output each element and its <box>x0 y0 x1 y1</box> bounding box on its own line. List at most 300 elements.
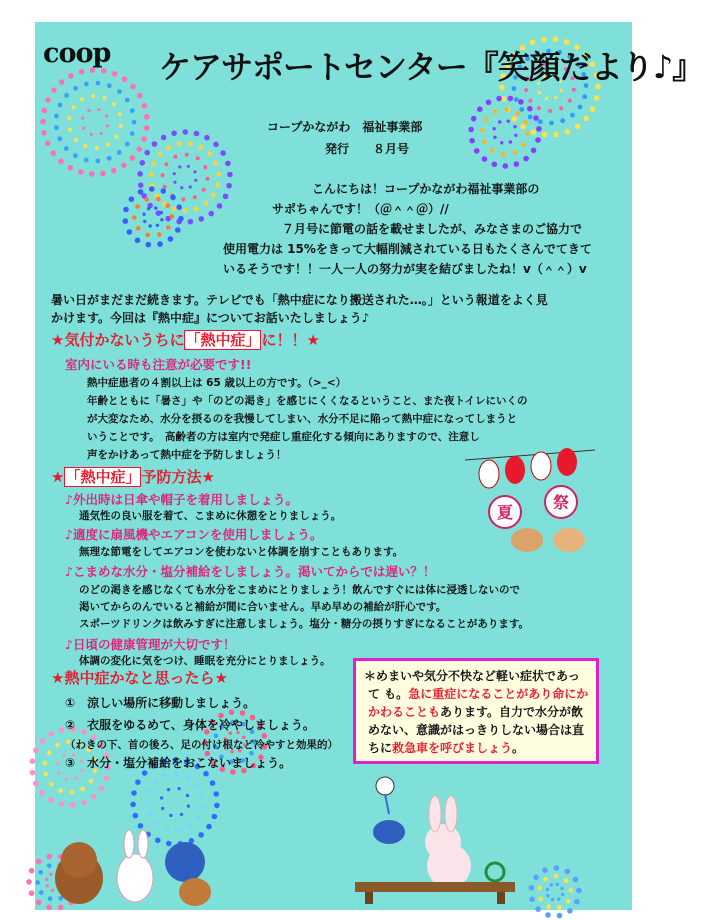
firework-dot <box>518 99 524 105</box>
firework-dot <box>205 177 209 181</box>
firework-dot <box>214 803 220 809</box>
firework-dot <box>178 165 181 168</box>
firework-dot <box>240 710 246 716</box>
firework-dot <box>537 106 541 110</box>
firework-dot <box>200 805 205 810</box>
firework-dot <box>166 145 171 150</box>
firework-dot <box>188 141 193 146</box>
firework-dot <box>55 743 60 748</box>
firework-dot <box>142 213 145 216</box>
firework-dot <box>157 232 162 237</box>
firework-dot <box>194 179 197 182</box>
tip-title: ♪日頃の健康管理が大切です！ <box>65 637 236 652</box>
firework-dot <box>33 781 39 787</box>
tip-line: スポーツドリンクは飲みすぎに注意しましょう。塩分・糖分の摂りすぎになることがあります。 <box>79 618 530 630</box>
firework-dot <box>193 170 196 173</box>
callout-line: ちに救急車を呼びましょう。 <box>368 741 525 755</box>
firework-dot <box>187 165 190 168</box>
firework-dot <box>542 132 548 138</box>
firework-dot <box>140 160 146 166</box>
section1-subheading: 室内にいる時も注意が必要です!! <box>65 357 252 372</box>
firework-dot <box>67 116 71 120</box>
firework-dot <box>112 102 116 106</box>
firework-dot <box>535 906 541 912</box>
firework-dot <box>531 148 537 154</box>
firework-dot <box>156 224 159 227</box>
firework-dot <box>503 163 509 169</box>
firework-dot <box>144 114 150 120</box>
firework-dot <box>525 131 530 136</box>
section1-heading: ★気付かないうちに「熱中症」に！！★ <box>51 331 320 349</box>
callout-line: ＊めまいや気分不快など軽い症状であっ <box>364 669 580 683</box>
firework-dot <box>30 758 36 764</box>
animals-left-illustration <box>45 830 215 910</box>
firework-dot <box>70 802 76 808</box>
firework-dot <box>572 88 576 92</box>
firework-dot <box>80 98 84 102</box>
firework-dot <box>538 119 543 124</box>
firework-dot <box>203 771 209 777</box>
firework-dot <box>68 73 74 79</box>
firework-dot <box>137 146 143 152</box>
firework-dot <box>226 183 232 189</box>
firework-dot <box>100 171 106 177</box>
firework-dot <box>40 119 46 125</box>
firework-dot <box>64 146 69 151</box>
firework-dot <box>84 144 88 148</box>
firework-dot <box>560 89 563 92</box>
firework-dot <box>178 216 184 222</box>
firework-dot <box>152 141 158 147</box>
firework-dot <box>70 790 75 795</box>
firework-dot <box>138 823 144 829</box>
firework-dot <box>524 88 528 92</box>
firework-dot <box>187 824 192 829</box>
firework-dot <box>471 116 477 122</box>
firework-dot <box>220 150 226 156</box>
firework-dot <box>559 106 563 110</box>
firework-dot <box>57 136 62 141</box>
firework-dot <box>482 156 488 162</box>
firework-dot <box>29 868 35 874</box>
firework-dot <box>550 883 553 886</box>
firework-dot <box>81 117 84 120</box>
firework-dot <box>204 135 210 141</box>
firework-dot <box>38 870 43 875</box>
firework-dot <box>186 775 191 780</box>
firework-dot <box>122 76 128 82</box>
firework-dot <box>72 105 76 109</box>
firework-dot <box>513 125 516 128</box>
firework-dot <box>575 124 581 130</box>
tip-line: 通気性の良い服を着て、こまめに休憩をとりましょう。 <box>79 510 342 522</box>
firework-dot <box>41 130 47 136</box>
firework-dot <box>89 171 95 177</box>
firework-dot <box>538 91 541 94</box>
firework-dot <box>194 206 199 211</box>
firework-dot <box>82 127 85 130</box>
firework-dot <box>68 165 74 171</box>
greeting-line: ７月号に節電の話を載せましたが、みなさまのご協力で <box>282 222 583 236</box>
action-step: ③ 水分・塩分補給をおこないましょう。 <box>65 756 292 770</box>
firework-dot <box>212 814 218 820</box>
firework-dot <box>123 218 129 224</box>
firework-dot <box>167 788 170 791</box>
firework-dot <box>65 777 68 780</box>
firework-dot <box>176 204 182 210</box>
firework-dot <box>567 908 573 914</box>
firework-dot <box>45 141 51 147</box>
coop-logo: coop <box>43 38 111 69</box>
firework-dot <box>193 195 197 199</box>
firework-dot <box>49 782 54 787</box>
firework-dot <box>169 814 172 817</box>
firework-dot <box>95 159 100 164</box>
firework-dot <box>117 89 122 94</box>
firework-dot <box>64 93 69 98</box>
firework-dot <box>123 207 129 213</box>
action-step: ① 涼しい場所に移動しましょう。 <box>65 696 256 710</box>
firework-dot <box>474 148 480 154</box>
firework-dot <box>538 897 543 902</box>
firework-dot <box>48 731 54 737</box>
firework-dot <box>590 106 596 112</box>
firework-dot <box>180 813 183 816</box>
firework-dot <box>557 897 560 900</box>
firework-dot <box>504 107 509 112</box>
firework-dot <box>146 242 152 248</box>
firework-dot <box>514 134 517 137</box>
firework-dot <box>141 136 147 142</box>
firework-dot <box>196 156 200 160</box>
rabbit-bench-illustration <box>345 774 525 904</box>
tip-title: ♪外出時は日傘や帽子を着用しましょう。 <box>65 492 298 507</box>
firework-dot <box>553 132 559 138</box>
firework-dot <box>166 203 171 208</box>
firework-dot <box>149 186 155 192</box>
firework-dot <box>80 787 85 792</box>
firework-dot <box>199 216 205 222</box>
firework-dot <box>130 108 135 113</box>
firework-dot <box>177 141 182 146</box>
firework-dot <box>51 150 57 156</box>
firework-dot <box>482 140 487 145</box>
firework-dot <box>549 121 554 126</box>
firework-dot <box>569 888 574 893</box>
firework-dot <box>137 93 143 99</box>
firework-dot <box>144 197 149 202</box>
firework-dot <box>84 158 89 163</box>
section3-heading: ★熱中症かなと思ったら★ <box>51 669 228 687</box>
firework-dot <box>163 773 168 778</box>
firework-dot <box>143 220 146 223</box>
firework-dot <box>118 112 122 116</box>
firework-dot <box>561 893 564 896</box>
firework-dot <box>149 172 154 177</box>
firework-dot <box>29 890 35 896</box>
sender-name: コープかながわ 福祉事業部 <box>267 120 423 134</box>
firework-dot <box>103 96 107 100</box>
firework-dot <box>115 135 119 139</box>
firework-dot <box>106 124 109 127</box>
firework-dot <box>59 727 65 733</box>
firework-dot <box>194 131 200 137</box>
firework-dot <box>58 103 63 108</box>
firework-dot <box>217 203 223 209</box>
firework-dot <box>187 804 190 807</box>
firework-dot <box>129 196 135 202</box>
firework-dot <box>42 108 48 114</box>
firework-dot <box>155 821 160 826</box>
firework-dot <box>160 211 163 214</box>
tip-line: 渇いてからのんでいると補給が間に合いません。早め早めの補給が肝心です。 <box>79 601 447 613</box>
firework-dot <box>186 794 189 797</box>
firework-dot <box>111 168 117 174</box>
firework-dot <box>47 750 52 755</box>
firework-dot <box>147 789 152 794</box>
firework-dot <box>546 904 551 909</box>
firework-dot <box>225 161 231 167</box>
firework-dot <box>33 748 39 754</box>
firework-dot <box>135 779 141 785</box>
firework-dot <box>91 794 97 800</box>
firework-dot <box>161 188 167 194</box>
firework-dot <box>468 127 474 133</box>
firework-dot <box>59 79 65 85</box>
firework-dot <box>133 813 139 819</box>
firework-dot <box>171 131 177 137</box>
firework-dot <box>149 224 152 227</box>
firework-dot <box>39 738 45 744</box>
firework-dot <box>202 188 206 192</box>
action-step: ② 衣服をゆるめて、身体を冷やしましょう。 <box>65 718 315 732</box>
firework-dot <box>213 142 219 148</box>
firework-dot <box>158 152 163 157</box>
firework-dot <box>44 772 49 777</box>
firework-dot <box>509 140 512 143</box>
firework-dot <box>529 885 535 891</box>
firework-dot <box>173 181 176 184</box>
firework-dot <box>117 150 122 155</box>
firework-dot <box>183 208 188 213</box>
firework-dot <box>73 153 78 158</box>
firework-dot <box>207 152 212 157</box>
firework-dot <box>26 879 32 885</box>
firework-dot <box>213 791 219 797</box>
firework-dot <box>486 100 492 106</box>
firework-dot <box>58 159 64 165</box>
firework-dot <box>152 161 157 166</box>
tip-line: 無理な節電をしてエアコンを使わないと体調を崩すこともあります。 <box>79 546 404 558</box>
firework-dot <box>68 128 72 132</box>
firework-dot <box>96 81 101 86</box>
firework-dot <box>206 824 212 830</box>
firework-dot <box>484 117 489 122</box>
firework-dot <box>130 131 135 136</box>
firework-dot <box>568 99 572 103</box>
firework-dot <box>164 162 168 166</box>
firework-dot <box>513 150 518 155</box>
firework-dot <box>161 173 165 177</box>
firework-dot <box>213 161 218 166</box>
firework-dot <box>492 162 498 168</box>
firework-dot <box>493 136 496 139</box>
firework-dot <box>148 812 153 817</box>
firework-dot <box>183 129 189 135</box>
firework-dot <box>557 905 562 910</box>
firework-dot <box>175 772 180 777</box>
firework-dot <box>153 779 158 784</box>
firework-dot <box>79 69 85 75</box>
firework-dot <box>59 801 65 807</box>
firework-dot <box>198 145 203 150</box>
firework-dot <box>560 887 563 890</box>
firework-dot <box>523 120 528 125</box>
firework-dot <box>125 98 130 103</box>
firework-dot <box>172 207 177 212</box>
firework-dot <box>105 114 108 117</box>
firework-dot <box>161 135 167 141</box>
firework-dot <box>99 786 105 792</box>
lantern-label: 夏 <box>496 503 514 522</box>
firework-dot <box>180 186 183 189</box>
firework-dot <box>43 761 48 766</box>
firework-dot <box>54 114 59 119</box>
firework-dot <box>536 126 542 132</box>
firework-dot <box>493 109 498 114</box>
firework-dot <box>546 888 549 891</box>
firework-dot <box>119 124 123 128</box>
section1-line: いうことです。 高齢者の方は室内で発症し重症化する傾向にありますので、注意し <box>87 431 480 443</box>
firework-dot <box>508 96 514 102</box>
firework-dot <box>160 796 163 799</box>
firework-dot <box>36 900 42 906</box>
firework-dot <box>156 197 161 202</box>
firework-dot <box>537 886 542 891</box>
firework-dot <box>160 218 163 221</box>
firework-dot <box>54 125 59 130</box>
festival-lanterns-illustration <box>465 442 595 552</box>
greeting-line: 使用電力は 15%をきって大幅削減されている日もたくさんでてきて <box>223 242 592 256</box>
firework-dot <box>84 82 89 87</box>
firework-dot <box>97 108 100 111</box>
firework-dot <box>130 155 136 161</box>
firework-dot <box>490 148 495 153</box>
firework-dot <box>215 183 220 188</box>
firework-dot <box>531 129 537 135</box>
firework-dot <box>181 197 185 201</box>
firework-dot <box>227 172 233 178</box>
firework-dot <box>166 225 171 230</box>
firework-dot <box>112 71 118 77</box>
firework-dot <box>39 790 45 796</box>
section1-line: 熱中症患者の４割以上は 65 歳以上の方です。（>_<） <box>87 377 347 389</box>
firework-dot <box>157 241 163 247</box>
tip-line: のどの渇きを感じなくても水分をこまめにとりましょう！飲んですぐには体に浸透しないので <box>79 584 520 596</box>
firework-dot <box>523 156 529 162</box>
firework-dot <box>56 762 59 765</box>
firework-dot <box>127 229 133 235</box>
firework-dot <box>543 877 548 882</box>
firework-dot <box>203 165 207 169</box>
firework-dot <box>173 172 176 175</box>
greeting-line: こんにちは！コープかながわ福祉事業部の <box>312 182 540 196</box>
firework-dot <box>168 236 174 242</box>
firework-dot <box>57 771 60 774</box>
section1-line: 声をかけあって熱中症を予防しましょう！ <box>87 449 287 461</box>
firework-dot <box>521 143 526 148</box>
firework-dot <box>107 156 112 161</box>
intro-line: かけます。今回は『熱中症』についてお話いたしましょう♪ <box>51 311 370 325</box>
firework-dot <box>545 912 551 918</box>
firework-dot <box>216 172 221 177</box>
firework-dot <box>548 109 552 113</box>
firework-dot <box>142 103 148 109</box>
firework-dot <box>121 163 127 169</box>
firework-dot <box>566 899 571 904</box>
tip-title: ♪適度に扇風機やエアコンを使用しましょう。 <box>65 527 323 542</box>
firework-dot <box>512 116 518 122</box>
firework-dot <box>507 120 510 123</box>
firework-dot <box>78 169 84 175</box>
firework-dot <box>556 883 559 886</box>
firework-dot <box>106 143 110 147</box>
firework-dot <box>557 913 563 919</box>
firework-dot <box>223 194 229 200</box>
firework-dot <box>554 865 560 871</box>
firework-dot <box>493 127 496 130</box>
firework-dot <box>39 890 44 895</box>
firework-dot <box>189 185 192 188</box>
firework-dot <box>135 204 140 209</box>
firework-dot <box>594 95 600 101</box>
firework-dot <box>185 153 189 157</box>
firework-dot <box>545 97 548 100</box>
firework-dot <box>87 109 90 112</box>
tip-title: ♪こまめな水分・塩分補給をしましょう。渇いてからでは遅い？！ <box>65 564 436 579</box>
firework-dot <box>170 195 176 201</box>
firework-dot <box>144 125 150 131</box>
firework-dot <box>565 869 571 875</box>
firework-dot <box>554 874 559 879</box>
firework-dot <box>81 800 87 806</box>
newsletter-page <box>35 22 703 910</box>
firework-dot <box>138 182 144 188</box>
firework-dot <box>30 770 36 776</box>
firework-dot <box>132 215 137 220</box>
firework-dot <box>90 133 93 136</box>
firework-dot <box>135 238 141 244</box>
firework-dot <box>573 877 579 883</box>
firework-dot <box>125 142 130 147</box>
firework-dot <box>528 115 533 120</box>
firework-dot <box>546 894 549 897</box>
firework-dot <box>200 793 205 798</box>
firework-dot <box>45 97 51 103</box>
firework-dot <box>496 96 502 102</box>
firework-dot <box>501 152 506 157</box>
firework-dot <box>132 120 137 125</box>
firework-dot <box>74 777 77 780</box>
action-step-note: （わきの下、首の後ろ、足の付け根など冷やすと効果的） <box>65 739 338 751</box>
firework-dot <box>542 867 548 873</box>
firework-dot <box>514 161 520 167</box>
firework-dot <box>535 137 541 143</box>
firework-dot <box>145 801 150 806</box>
newsletter-title: ケアサポートセンター『笑顔だより♪』 <box>159 48 703 86</box>
firework-dot <box>196 816 201 821</box>
firework-dot <box>130 84 136 90</box>
